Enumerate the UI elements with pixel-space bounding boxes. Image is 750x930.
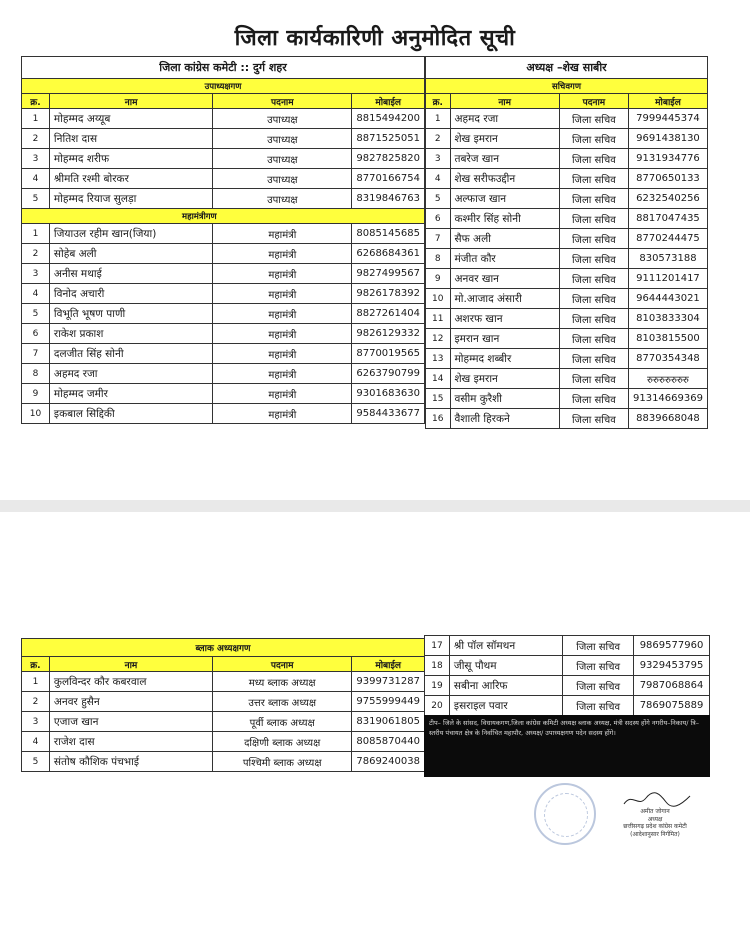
signature-line3: छत्तीसगढ़ प्रदेश कांग्रेस कमेटी <box>623 823 687 830</box>
row-mobile: 830573188 <box>628 249 707 269</box>
row-name: शेख इमरान <box>450 369 559 389</box>
row-mobile: 9826178392 <box>352 284 425 304</box>
row-mobile: 9827825820 <box>352 149 425 169</box>
row-name: अहमद रजा <box>450 109 559 129</box>
row-sn: 18 <box>425 656 450 676</box>
left-table <box>21 56 425 424</box>
row-name: दलजीत सिंह सोनी <box>49 344 212 364</box>
row-mobile: 8770244475 <box>628 229 707 249</box>
table-row <box>22 304 425 324</box>
row-mobile: 8319061805 <box>352 712 425 732</box>
table-row <box>426 409 708 429</box>
row-mobile: 9399731287 <box>352 672 425 692</box>
row-name: नितिश दास <box>49 129 212 149</box>
row-mobile: रुरुरुरुरुरुरु <box>628 369 707 389</box>
row-name: कुलविन्दर कौर कबरवाल <box>49 672 212 692</box>
block-president-rows <box>22 672 425 772</box>
row-mobile: 8103833304 <box>628 309 707 329</box>
row-mobile: 7869240038 <box>352 752 425 772</box>
table-row <box>22 752 425 772</box>
row-designation: उपाध्यक्ष <box>213 189 352 209</box>
column-header-mobile: मोबाईल <box>628 94 707 109</box>
row-mobile: 9826129332 <box>352 324 425 344</box>
row-mobile: 8871525051 <box>352 129 425 149</box>
row-sn: 4 <box>22 284 50 304</box>
row-mobile: 8827261404 <box>352 304 425 324</box>
row-name: मोहम्मद अय्यूब <box>49 109 212 129</box>
row-sn: 8 <box>426 249 451 269</box>
row-mobile: 8085145685 <box>352 224 425 244</box>
row-name: सोहेब अली <box>49 244 212 264</box>
table-row <box>426 109 708 129</box>
general-secretary-rows <box>22 224 425 424</box>
row-mobile: 8103815500 <box>628 329 707 349</box>
row-sn: 14 <box>426 369 451 389</box>
row-name: सैफ अली <box>450 229 559 249</box>
table-row <box>22 169 425 189</box>
signature-scribble <box>622 790 692 810</box>
row-designation: महामंत्री <box>213 324 352 344</box>
table-row <box>22 284 425 304</box>
row-name: अनवर हुसैन <box>49 692 212 712</box>
row-mobile: 7869075889 <box>634 696 710 716</box>
row-sn: 15 <box>426 389 451 409</box>
table-row <box>426 189 708 209</box>
table-row <box>426 289 708 309</box>
row-name: मोहम्मद शब्बीर <box>450 349 559 369</box>
row-mobile: 9691438130 <box>628 129 707 149</box>
row-mobile: 8770019565 <box>352 344 425 364</box>
column-header-sn: क्र. <box>22 657 50 672</box>
column-header-name: नाम <box>450 94 559 109</box>
row-sn: 10 <box>426 289 451 309</box>
row-designation: महामंत्री <box>213 244 352 264</box>
row-mobile: 8319846763 <box>352 189 425 209</box>
row-sn: 2 <box>22 692 50 712</box>
row-name: विनोद अचारी <box>49 284 212 304</box>
row-designation: जिला सचिव <box>559 389 628 409</box>
table-row <box>426 369 708 389</box>
table-row <box>22 224 425 244</box>
row-name: जियाउल रहीम खान(जिया) <box>49 224 212 244</box>
row-designation: जिला सचिव <box>559 309 628 329</box>
row-designation: जिला सचिव <box>559 409 628 429</box>
row-name: राजेश दास <box>49 732 212 752</box>
row-mobile: 9755999449 <box>352 692 425 712</box>
row-sn: 16 <box>426 409 451 429</box>
row-designation: जिला सचिव <box>559 329 628 349</box>
page-separator <box>0 500 750 512</box>
row-sn: 4 <box>22 732 50 752</box>
row-sn: 11 <box>426 309 451 329</box>
table-row <box>22 732 425 752</box>
column-header-designation: पदनाम <box>213 657 352 672</box>
table-row <box>425 676 710 696</box>
row-name: अहमद रजा <box>49 364 212 384</box>
row-mobile: 7999445374 <box>628 109 707 129</box>
row-name: मोहम्मद जमीर <box>49 384 212 404</box>
row-designation: महामंत्री <box>213 284 352 304</box>
row-mobile: 9301683630 <box>352 384 425 404</box>
row-designation: जिला सचिव <box>563 636 634 656</box>
row-name: अल्फाज खान <box>450 189 559 209</box>
table-row <box>22 404 425 424</box>
table-row <box>22 109 425 129</box>
row-sn: 9 <box>22 384 50 404</box>
row-designation: जिला सचिव <box>559 169 628 189</box>
table-row <box>22 244 425 264</box>
page-title: जिला कार्यकारिणी अनुमोदित सूची <box>234 26 516 51</box>
table-row <box>426 389 708 409</box>
row-designation: दक्षिणी ब्लाक अध्यक्ष <box>213 732 352 752</box>
table-row <box>426 169 708 189</box>
row-designation: जिला सचिव <box>559 149 628 169</box>
row-sn: 3 <box>22 712 50 732</box>
row-mobile: 9131934776 <box>628 149 707 169</box>
row-sn: 1 <box>22 109 50 129</box>
row-designation: महामंत्री <box>213 364 352 384</box>
table-row <box>22 324 425 344</box>
row-designation: जिला सचिव <box>559 109 628 129</box>
column-header-mobile: मोबाईल <box>352 657 425 672</box>
row-sn: 3 <box>22 264 50 284</box>
president-header: अध्यक्ष –शेख साबीर <box>426 57 708 79</box>
table-row <box>22 264 425 284</box>
row-designation: जिला सचिव <box>559 129 628 149</box>
row-name: अशरफ खान <box>450 309 559 329</box>
row-mobile: 9329453795 <box>634 656 710 676</box>
row-designation: जिला सचिव <box>559 349 628 369</box>
table-row <box>426 349 708 369</box>
row-mobile: 91314669369 <box>628 389 707 409</box>
block-presidents-table <box>21 638 425 772</box>
column-header-name: नाम <box>49 657 212 672</box>
signature-line4: (आदेशानुसार निर्गमित) <box>630 830 680 838</box>
row-mobile: 6268684361 <box>352 244 425 264</box>
table-row <box>426 309 708 329</box>
row-mobile: 9827499567 <box>352 264 425 284</box>
row-mobile: 8770354348 <box>628 349 707 369</box>
vice-president-rows <box>22 109 425 209</box>
column-header-name: नाम <box>49 94 212 109</box>
row-sn: 5 <box>22 189 50 209</box>
table-row <box>426 269 708 289</box>
table-row <box>425 696 710 716</box>
table-row <box>426 229 708 249</box>
row-sn: 7 <box>426 229 451 249</box>
table-row <box>22 672 425 692</box>
row-sn: 5 <box>426 189 451 209</box>
section-heading-block-presidents: ब्लाक अध्यक्षगण <box>22 639 425 657</box>
table-row <box>22 364 425 384</box>
secretaries-cont-table <box>424 635 710 716</box>
row-name: मोहम्मद रियाज सुलड़ा <box>49 189 212 209</box>
secretary-cont-rows <box>425 636 710 716</box>
row-sn: 20 <box>425 696 450 716</box>
row-sn: 9 <box>426 269 451 289</box>
row-designation: जिला सचिव <box>563 696 634 716</box>
signature-line2: अध्यक्ष <box>647 815 663 823</box>
table-row <box>22 149 425 169</box>
column-header-designation: पदनाम <box>213 94 352 109</box>
row-sn: 19 <box>425 676 450 696</box>
row-sn: 7 <box>22 344 50 364</box>
committee-header: जिला कांग्रेस कमेटी :: दुर्ग शहर <box>22 57 425 79</box>
row-name: इसराइल पवार <box>449 696 562 716</box>
row-designation: जिला सचिव <box>563 656 634 676</box>
row-name: एजाज खान <box>49 712 212 732</box>
row-sn: 2 <box>22 129 50 149</box>
signature-name: अमीत जोगान <box>640 808 670 815</box>
row-sn: 2 <box>22 244 50 264</box>
section-heading-vice-presidents: उपाध्यक्षगण <box>22 79 425 94</box>
column-header-sn: क्र. <box>22 94 50 109</box>
row-mobile: 8817047435 <box>628 209 707 229</box>
row-name: मोहम्मद शरीफ <box>49 149 212 169</box>
row-mobile: 8839668048 <box>628 409 707 429</box>
row-mobile: 9584433677 <box>352 404 425 424</box>
row-sn: 2 <box>426 129 451 149</box>
row-name: संतोष कौशिक पंचभाई <box>49 752 212 772</box>
row-designation: पूर्वी ब्लाक अध्यक्ष <box>213 712 352 732</box>
row-sn: 6 <box>426 209 451 229</box>
row-designation: जिला सचिव <box>559 229 628 249</box>
row-mobile: 8815494200 <box>352 109 425 129</box>
row-name: इकबाल सिद्दिकी <box>49 404 212 424</box>
row-name: सबीना आरिफ <box>449 676 562 696</box>
table-row <box>425 656 710 676</box>
row-name: अनीस मथाई <box>49 264 212 284</box>
row-designation: जिला सचिव <box>559 209 628 229</box>
row-sn: 13 <box>426 349 451 369</box>
row-name: श्री पॉल सॉमथन <box>449 636 562 656</box>
row-sn: 3 <box>426 149 451 169</box>
row-name: वैशाली हिरकने <box>450 409 559 429</box>
table-row <box>426 149 708 169</box>
table-row <box>426 329 708 349</box>
row-name: कश्मीर सिंह सोनी <box>450 209 559 229</box>
row-designation: महामंत्री <box>213 404 352 424</box>
table-row <box>425 636 710 656</box>
row-mobile: 8770166754 <box>352 169 425 189</box>
row-designation: जिला सचिव <box>559 289 628 309</box>
table-row <box>22 189 425 209</box>
row-mobile: 9869577960 <box>634 636 710 656</box>
row-mobile: 6232540256 <box>628 189 707 209</box>
row-designation: महामंत्री <box>213 304 352 324</box>
table-row <box>426 249 708 269</box>
row-designation: उपाध्यक्ष <box>213 129 352 149</box>
table-row <box>426 209 708 229</box>
row-sn: 12 <box>426 329 451 349</box>
row-name: तबरेज खान <box>450 149 559 169</box>
row-sn: 17 <box>425 636 450 656</box>
row-designation: जिला सचिव <box>559 189 628 209</box>
table-row <box>22 129 425 149</box>
section-heading-general-secretaries: महामंत्रीगण <box>22 209 425 224</box>
row-sn: 8 <box>22 364 50 384</box>
row-name: जीसू पौथम <box>449 656 562 676</box>
row-designation: महामंत्री <box>213 224 352 244</box>
row-designation: महामंत्री <box>213 344 352 364</box>
signature-block <box>600 790 710 850</box>
row-designation: जिला सचिव <box>559 369 628 389</box>
row-designation: महामंत्री <box>213 384 352 404</box>
row-mobile: 9644443021 <box>628 289 707 309</box>
row-designation: जिला सचिव <box>559 249 628 269</box>
column-header-sn: क्र. <box>426 94 451 109</box>
row-designation: महामंत्री <box>213 264 352 284</box>
row-sn: 6 <box>22 324 50 344</box>
row-designation: मध्य ब्लाक अध्यक्ष <box>213 672 352 692</box>
row-designation: उपाध्यक्ष <box>213 169 352 189</box>
row-name: वसीम कुरैशी <box>450 389 559 409</box>
section-heading-secretaries: सचिवगण <box>426 79 708 94</box>
row-name: इमरान खान <box>450 329 559 349</box>
row-designation: उत्तर ब्लाक अध्यक्ष <box>213 692 352 712</box>
right-table <box>425 56 708 429</box>
table-row <box>22 344 425 364</box>
row-mobile: 6263790799 <box>352 364 425 384</box>
row-sn: 5 <box>22 304 50 324</box>
row-sn: 1 <box>22 224 50 244</box>
row-sn: 10 <box>22 404 50 424</box>
row-name: विभूति भूषण पाणी <box>49 304 212 324</box>
row-mobile: 8085870440 <box>352 732 425 752</box>
row-name: अनवर खान <box>450 269 559 289</box>
table-row <box>22 692 425 712</box>
row-name: मंजीत कौर <box>450 249 559 269</box>
row-designation: उपाध्यक्ष <box>213 149 352 169</box>
row-name: श्रीमति रश्मी बोरकर <box>49 169 212 189</box>
row-sn: 3 <box>22 149 50 169</box>
row-sn: 5 <box>22 752 50 772</box>
row-designation: जिला सचिव <box>563 676 634 696</box>
note-box: टीप– जिले के सांसद, विधायकगण,जिला कांग्रेस कमिटी अध्यक्ष ब्लाक अध्यक्ष, मंत्री सदस्य होंगे नगरीय–निकाय/ त्रि–स्तरीय पंचायत क्षेत्र के निर्वाचित महापौर, अध्यक्ष/ उपाध्यक्षगण पदेन सदस्य होंगे। <box>424 715 710 777</box>
row-sn: 4 <box>22 169 50 189</box>
row-designation: उपाध्यक्ष <box>213 109 352 129</box>
table-row <box>426 129 708 149</box>
row-mobile: 8770650133 <box>628 169 707 189</box>
table-row <box>22 712 425 732</box>
row-mobile: 7987068864 <box>634 676 710 696</box>
row-designation: जिला सचिव <box>559 269 628 289</box>
row-sn: 1 <box>22 672 50 692</box>
row-name: शेख इमरान <box>450 129 559 149</box>
row-sn: 1 <box>426 109 451 129</box>
row-name: शेख सरीफउद्दीन <box>450 169 559 189</box>
column-header-designation: पदनाम <box>559 94 628 109</box>
column-header-mobile: मोबाईल <box>352 94 425 109</box>
row-name: राकेश प्रकाश <box>49 324 212 344</box>
table-row <box>22 384 425 404</box>
secretary-rows <box>426 109 708 429</box>
official-seal <box>534 783 596 845</box>
row-mobile: 9111201417 <box>628 269 707 289</box>
row-sn: 4 <box>426 169 451 189</box>
row-name: मो.आजाद अंसारी <box>450 289 559 309</box>
row-designation: पश्चिमी ब्लाक अध्यक्ष <box>213 752 352 772</box>
